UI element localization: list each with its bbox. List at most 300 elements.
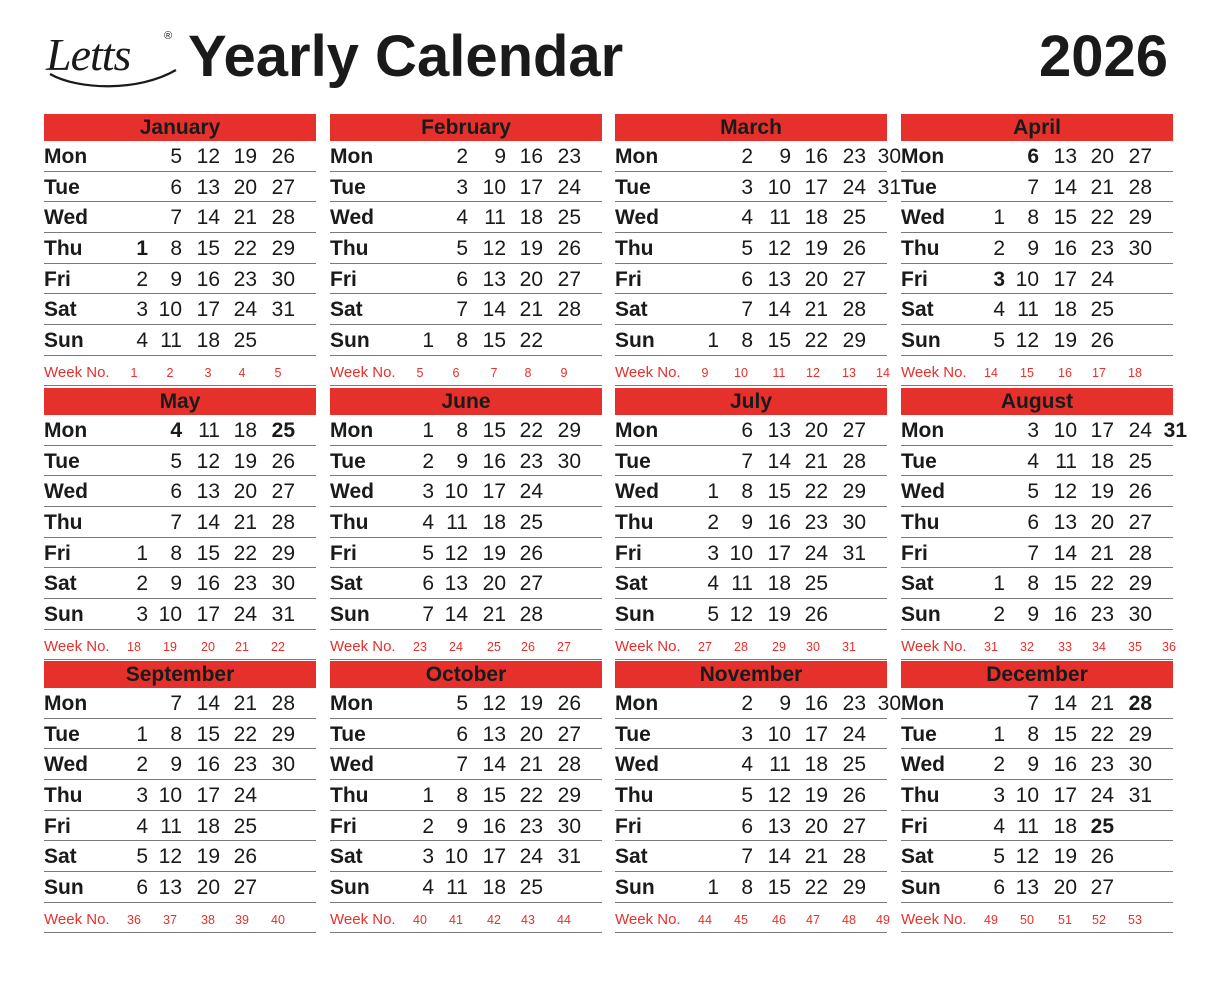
week-number-row (615, 630, 887, 660)
day-cell: 10 (482, 175, 506, 199)
month-header: February (330, 114, 602, 141)
day-cell: 8 (170, 541, 182, 565)
day-cell: 23 (1090, 603, 1114, 627)
day-cell: 2 (456, 145, 468, 168)
day-cell: 12 (482, 692, 506, 715)
weekday-row (330, 538, 602, 569)
day-cell: 24 (519, 845, 543, 869)
weekday-row (330, 688, 602, 719)
day-cell: 22 (519, 784, 543, 808)
day-cell: 19 (233, 145, 257, 168)
day-cell: 24 (557, 175, 581, 199)
day-cell: 23 (519, 814, 543, 838)
week-number: 11 (772, 365, 786, 380)
weekday-label: Wed (901, 753, 945, 777)
month-february (330, 114, 602, 386)
day-cell: 16 (1053, 237, 1077, 261)
day-cell: 17 (196, 784, 220, 808)
day-cell: 10 (767, 722, 791, 746)
day-cell: 6 (993, 876, 1005, 900)
day-cell: 13 (158, 876, 182, 900)
day-cell: 26 (557, 692, 581, 715)
week-number: 24 (449, 639, 463, 654)
week-number: 53 (1128, 912, 1142, 927)
day-cell: 8 (170, 237, 182, 261)
weekday-label: Wed (330, 206, 374, 230)
week-number-label: Week No. (330, 363, 396, 381)
day-cell: 30 (271, 753, 295, 777)
day-cell: 28 (271, 511, 295, 535)
day-cell: 14 (196, 511, 220, 535)
weekday-row (330, 841, 602, 872)
weekday-label: Fri (615, 541, 642, 565)
weekday-row (330, 294, 602, 325)
weekday-row (330, 599, 602, 630)
weekday-label: Fri (330, 267, 357, 291)
week-number: 48 (842, 912, 856, 927)
day-cell: 17 (1053, 784, 1077, 808)
week-number-row (44, 630, 316, 660)
week-number-row (901, 356, 1173, 386)
day-cell: 28 (557, 753, 581, 777)
day-cell: 24 (842, 175, 866, 199)
week-number-row (44, 356, 316, 386)
week-number: 6 (452, 365, 460, 380)
weekday-row (44, 172, 316, 203)
week-number: 37 (163, 912, 177, 927)
day-cell: 10 (729, 541, 753, 565)
day-cell: 14 (1053, 175, 1077, 199)
day-cell: 1 (707, 480, 719, 504)
day-cell: 1 (422, 784, 434, 808)
weekday-label: Sat (44, 845, 77, 869)
weekday-row (44, 264, 316, 295)
day-cell: 12 (1015, 845, 1039, 869)
weekday-row (901, 599, 1173, 630)
weekday-label: Thu (330, 511, 369, 535)
day-cell: 22 (804, 876, 828, 900)
week-number: 9 (560, 365, 568, 380)
week-number: 52 (1092, 912, 1106, 927)
weekday-row (44, 446, 316, 477)
day-cell: 3 (993, 784, 1005, 808)
day-cell: 5 (170, 145, 182, 168)
weekday-label: Fri (615, 814, 642, 838)
day-cell: 8 (741, 876, 753, 900)
weekday-row (901, 476, 1173, 507)
weekday-label: Sun (615, 876, 655, 900)
day-cell: 18 (1053, 298, 1077, 322)
weekday-label: Sat (44, 572, 77, 596)
day-cell: 4 (136, 814, 148, 838)
weekday-row (330, 749, 602, 780)
month-header: August (901, 388, 1173, 415)
day-cell: 22 (1090, 722, 1114, 746)
day-cell: 6 (456, 722, 468, 746)
week-number: 46 (772, 912, 786, 927)
day-cell: 30 (557, 449, 581, 473)
weekday-label: Wed (44, 206, 88, 230)
day-cell: 9 (779, 692, 791, 715)
week-number-row (44, 903, 316, 933)
day-cell: 22 (1090, 206, 1114, 230)
weekday-label: Thu (615, 511, 654, 535)
day-cell: 7 (456, 298, 468, 322)
day-cell: 19 (519, 692, 543, 715)
weekday-label: Thu (44, 237, 83, 261)
day-cell: 26 (233, 845, 257, 869)
day-cell: 23 (233, 267, 257, 291)
day-cell: 18 (767, 572, 791, 596)
day-cell: 4 (136, 329, 148, 353)
weekday-label: Mon (901, 419, 945, 442)
day-cell: 20 (482, 572, 506, 596)
week-number: 20 (201, 639, 215, 654)
day-cell: 20 (1090, 511, 1114, 535)
day-cell: 20 (519, 722, 543, 746)
day-cell: 12 (729, 603, 753, 627)
weekday-label: Sun (330, 329, 370, 353)
day-cell: 23 (842, 145, 866, 168)
day-cell: 6 (422, 572, 434, 596)
day-cell: 22 (804, 480, 828, 504)
weekday-row (615, 172, 901, 203)
day-cell: 11 (1055, 449, 1077, 473)
day-cell: 10 (1053, 419, 1077, 442)
day-cell: 18 (196, 814, 220, 838)
day-cell: 15 (482, 784, 506, 808)
day-cell: 5 (741, 237, 753, 261)
week-number: 43 (521, 912, 535, 927)
day-cell: 28 (1128, 175, 1152, 199)
day-cell: 29 (271, 541, 295, 565)
weekday-row (615, 202, 887, 233)
day-cell: 15 (1053, 206, 1077, 230)
weekday-row (615, 688, 901, 719)
day-cell: 3 (741, 175, 753, 199)
day-cell: 3 (422, 845, 434, 869)
day-cell: 4 (993, 814, 1005, 838)
weekday-row (44, 294, 316, 325)
day-cell: 6 (1027, 511, 1039, 535)
day-cell: 14 (196, 692, 220, 715)
day-cell: 20 (233, 175, 257, 199)
day-cell: 30 (271, 572, 295, 596)
weekday-row (44, 780, 316, 811)
day-cell: 4 (422, 876, 434, 900)
day-cell: 2 (136, 572, 148, 596)
week-number: 10 (734, 365, 748, 380)
week-number: 50 (1020, 912, 1034, 927)
weekday-label: Sat (901, 845, 934, 869)
week-number-label: Week No. (615, 910, 681, 928)
week-number: 2 (166, 365, 174, 380)
weekday-label: Tue (330, 722, 366, 746)
day-cell: 4 (741, 206, 753, 230)
weekday-row (615, 233, 887, 264)
week-number: 51 (1058, 912, 1072, 927)
week-number: 23 (413, 639, 427, 654)
day-cell: 20 (1090, 145, 1114, 168)
weekday-row (330, 719, 602, 750)
day-cell: 25 (271, 419, 295, 442)
day-cell: 2 (707, 511, 719, 535)
day-cell: 15 (482, 329, 506, 353)
day-cell: 5 (136, 845, 148, 869)
weekday-label: Tue (901, 175, 937, 199)
day-cell: 8 (741, 480, 753, 504)
day-cell: 15 (196, 722, 220, 746)
day-cell: 4 (741, 753, 753, 777)
day-cell: 6 (170, 175, 182, 199)
day-cell: 6 (741, 419, 753, 442)
weekday-row (330, 172, 602, 203)
month-header: March (615, 114, 887, 141)
weekday-row (901, 749, 1173, 780)
week-number-row (615, 903, 890, 933)
weekday-row (901, 202, 1173, 233)
day-cell: 10 (444, 845, 468, 869)
day-cell: 12 (196, 449, 220, 473)
day-cell: 21 (804, 449, 828, 473)
day-cell: 25 (519, 511, 543, 535)
day-cell: 12 (1015, 329, 1039, 353)
day-cell: 19 (519, 237, 543, 261)
weekday-row (901, 811, 1173, 842)
day-cell: 19 (482, 541, 506, 565)
day-cell: 9 (494, 145, 506, 168)
day-cell: 16 (804, 145, 828, 168)
week-number: 40 (413, 912, 427, 927)
day-cell: 14 (1053, 692, 1077, 715)
week-number-label: Week No. (901, 910, 967, 928)
weekday-row (901, 841, 1173, 872)
week-number: 35 (1128, 639, 1142, 654)
day-cell: 20 (519, 267, 543, 291)
weekday-row (44, 841, 316, 872)
day-cell: 2 (741, 692, 753, 715)
day-cell: 7 (1027, 541, 1039, 565)
weekday-label: Fri (615, 267, 642, 291)
week-number: 17 (1092, 365, 1106, 380)
day-cell: 27 (557, 267, 581, 291)
day-cell: 14 (767, 845, 791, 869)
weekday-label: Sat (901, 572, 934, 596)
weekday-label: Tue (44, 175, 80, 199)
day-cell: 18 (196, 329, 220, 353)
day-cell: 4 (170, 419, 182, 442)
day-cell: 29 (1128, 206, 1152, 230)
weekday-row (330, 446, 602, 477)
weekday-row (615, 325, 887, 356)
weekday-label: Wed (330, 480, 374, 504)
day-cell: 3 (456, 175, 468, 199)
weekday-row (44, 811, 316, 842)
day-cell: 25 (233, 814, 257, 838)
day-cell: 17 (482, 845, 506, 869)
day-cell: 26 (557, 237, 581, 261)
weekday-row (330, 507, 602, 538)
day-cell: 16 (482, 449, 506, 473)
month-april (901, 114, 1173, 386)
weekday-row (330, 476, 602, 507)
brand-name: Letts (46, 29, 131, 80)
day-cell: 27 (233, 876, 257, 900)
day-cell: 29 (271, 237, 295, 261)
weekday-row (901, 294, 1173, 325)
day-cell: 16 (1053, 753, 1077, 777)
day-cell: 17 (804, 722, 828, 746)
month-header: October (330, 661, 602, 688)
weekday-row (330, 233, 602, 264)
weekday-label: Mon (330, 419, 374, 442)
day-cell: 26 (842, 237, 866, 261)
day-cell: 22 (233, 722, 257, 746)
day-cell: 25 (804, 572, 828, 596)
day-cell: 21 (804, 845, 828, 869)
day-cell: 13 (1053, 145, 1077, 168)
day-cell: 23 (519, 449, 543, 473)
day-cell: 22 (804, 329, 828, 353)
weekday-row (44, 749, 316, 780)
page-header (0, 0, 1214, 110)
weekday-row (44, 233, 316, 264)
month-header: December (901, 661, 1173, 688)
day-cell: 3 (136, 298, 148, 322)
day-cell: 12 (158, 845, 182, 869)
day-cell: 14 (482, 753, 506, 777)
day-cell: 31 (271, 298, 295, 322)
day-cell: 2 (136, 753, 148, 777)
day-cell: 7 (741, 845, 753, 869)
day-cell: 6 (741, 814, 753, 838)
day-cell: 17 (804, 175, 828, 199)
day-cell: 12 (1053, 480, 1077, 504)
week-number: 19 (163, 639, 177, 654)
day-cell: 8 (456, 329, 468, 353)
day-cell: 12 (767, 237, 791, 261)
day-cell: 26 (271, 449, 295, 473)
day-cell: 25 (557, 206, 581, 230)
day-cell: 10 (158, 298, 182, 322)
day-cell: 2 (993, 753, 1005, 777)
day-cell: 28 (842, 298, 866, 322)
weekday-label: Mon (44, 419, 88, 442)
day-cell: 16 (1053, 603, 1077, 627)
day-cell: 24 (233, 298, 257, 322)
week-number: 45 (734, 912, 748, 927)
day-cell: 22 (1090, 572, 1114, 596)
day-cell: 22 (519, 329, 543, 353)
day-cell: 30 (271, 267, 295, 291)
weekday-row (901, 872, 1173, 903)
weekday-label: Wed (615, 753, 659, 777)
weekday-label: Sat (330, 845, 363, 869)
weekday-row (901, 141, 1173, 172)
weekday-label: Fri (44, 541, 71, 565)
day-cell: 13 (1053, 511, 1077, 535)
weekday-label: Tue (615, 722, 651, 746)
week-number: 25 (487, 639, 501, 654)
weekday-row (44, 507, 316, 538)
day-cell: 25 (1090, 298, 1114, 322)
day-cell: 9 (170, 753, 182, 777)
week-number: 5 (274, 365, 282, 380)
day-cell: 7 (456, 753, 468, 777)
day-cell: 9 (456, 814, 468, 838)
week-number: 39 (235, 912, 249, 927)
day-cell: 11 (198, 419, 220, 442)
day-cell: 29 (842, 876, 866, 900)
weekday-row (44, 476, 316, 507)
week-number-label: Week No. (615, 363, 681, 381)
day-cell: 10 (158, 603, 182, 627)
day-cell: 11 (446, 876, 468, 900)
day-cell: 8 (741, 329, 753, 353)
weekday-row (901, 172, 1173, 203)
day-cell: 16 (767, 511, 791, 535)
day-cell: 23 (842, 692, 866, 715)
weekday-label: Sun (615, 603, 655, 627)
day-cell: 5 (456, 237, 468, 261)
weekday-row (615, 841, 887, 872)
weekday-label: Thu (44, 784, 83, 808)
weekday-label: Thu (615, 784, 654, 808)
day-cell: 7 (741, 298, 753, 322)
day-cell: 12 (196, 145, 220, 168)
weekday-label: Thu (615, 237, 654, 261)
week-number-row (615, 356, 890, 386)
week-number: 27 (557, 639, 571, 654)
weekday-label: Sat (901, 298, 934, 322)
day-cell: 14 (767, 449, 791, 473)
day-cell: 1 (707, 329, 719, 353)
day-cell: 30 (1128, 753, 1152, 777)
day-cell: 27 (842, 814, 866, 838)
weekday-row (44, 202, 316, 233)
day-cell: 24 (233, 603, 257, 627)
day-cell: 29 (1128, 572, 1152, 596)
day-cell: 5 (170, 449, 182, 473)
day-cell: 1 (993, 206, 1005, 230)
week-number: 31 (842, 639, 856, 654)
week-number: 41 (449, 912, 463, 927)
weekday-label: Wed (44, 480, 88, 504)
weekday-label: Sat (615, 298, 648, 322)
day-cell: 2 (993, 237, 1005, 261)
weekday-label: Sun (615, 329, 655, 353)
weekday-row (330, 415, 602, 446)
week-number: 18 (1128, 365, 1142, 380)
day-cell: 17 (482, 480, 506, 504)
week-number: 4 (238, 365, 246, 380)
day-cell: 18 (482, 876, 506, 900)
week-number: 42 (487, 912, 501, 927)
week-number: 1 (130, 365, 138, 380)
day-cell: 3 (707, 541, 719, 565)
day-cell: 20 (196, 876, 220, 900)
day-cell: 12 (482, 237, 506, 261)
day-cell: 17 (1053, 267, 1077, 291)
month-november (615, 661, 901, 933)
weekday-row (615, 811, 887, 842)
weekday-row (44, 141, 316, 172)
weekday-row (44, 872, 316, 903)
week-number-label: Week No. (44, 363, 110, 381)
week-number: 49 (984, 912, 998, 927)
week-number-row (330, 356, 602, 386)
day-cell: 18 (804, 206, 828, 230)
